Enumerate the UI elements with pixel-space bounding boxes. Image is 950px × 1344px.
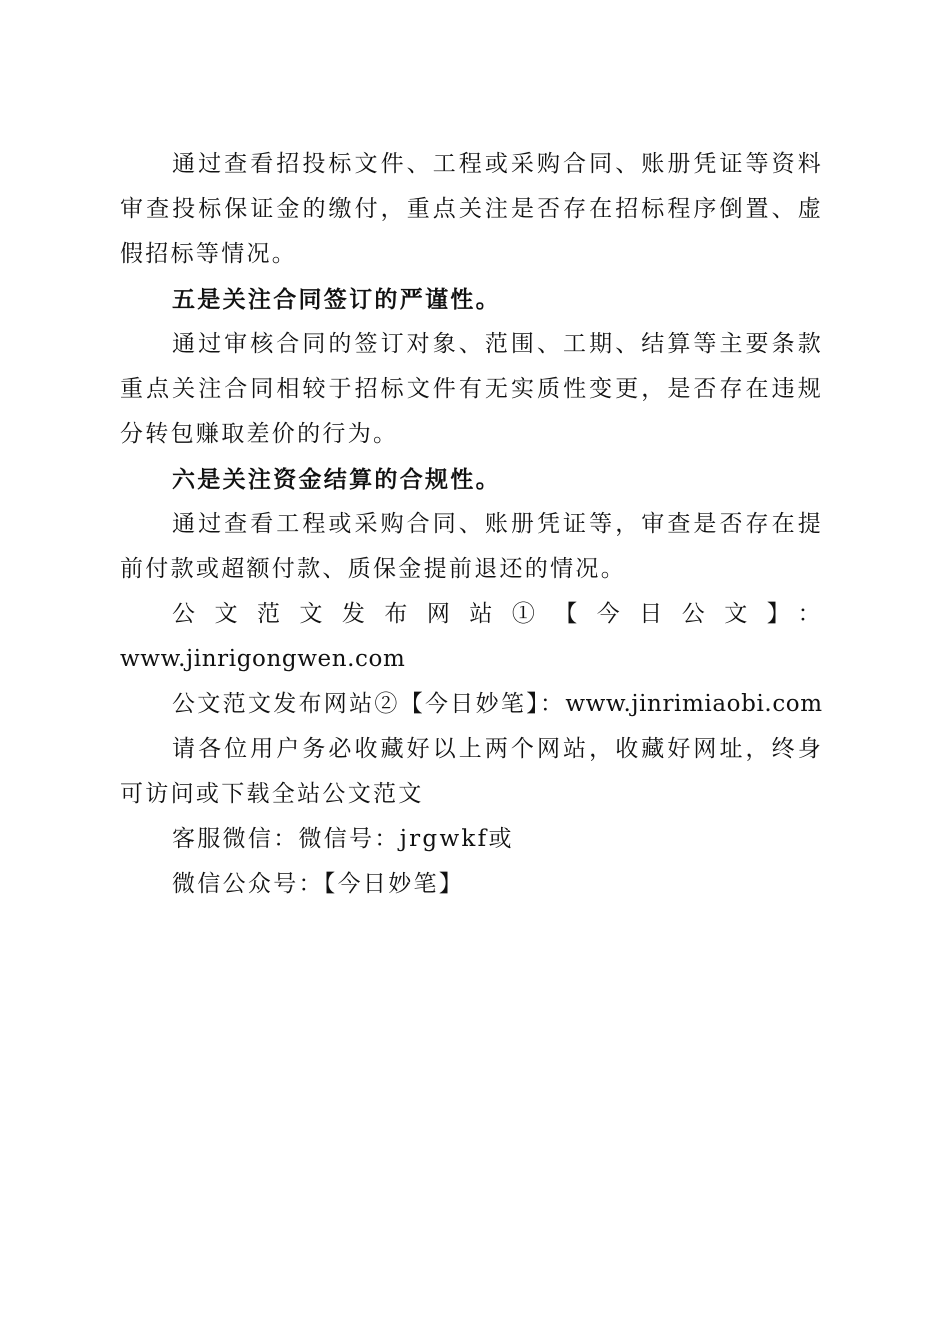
footer-service: 客服微信：微信号：jrgwkf或 bbox=[172, 826, 514, 852]
heading-contract-signing: 五是关注合同签订的严谨性。 bbox=[172, 286, 501, 313]
site2-label: 公文范文发布网站②【今日妙笔】： bbox=[172, 691, 566, 717]
paragraph-bid-deposit: 通过查看招投标文件、工程或采购合同、账册凭证等资料审查投标保证金的缴付，重点关注是否存在招标程序倒置、虚假招标等情况。 bbox=[120, 151, 823, 267]
footer-site-1 bbox=[120, 592, 823, 682]
heading-fund-settlement: 六是关注资金结算的合规性。 bbox=[172, 466, 501, 493]
footer-site-2 bbox=[120, 682, 823, 727]
footer-official-account: 微信公众号：【今日妙笔】 bbox=[172, 871, 465, 897]
footer-notice: 请各位用户务必收藏好以上两个网站，收藏好网址，终身可访问或下载全站公文范文 bbox=[120, 736, 823, 807]
site1-label: 公文范文发布网站①【今日公文】： bbox=[172, 601, 823, 627]
paragraph-payment-check: 通过查看工程或采购合同、账册凭证等，审查是否存在提前付款或超额付款、质保金提前退还的情况。 bbox=[120, 511, 823, 582]
site1-url[interactable]: www.jinrigongwen.com bbox=[120, 646, 406, 672]
paragraph-contract-review: 通过审核合同的签订对象、范围、工期、结算等主要条款重点关注合同相较于招标文件有无实质性变更，是否存在违规分转包赚取差价的行为。 bbox=[120, 331, 823, 447]
site2-url[interactable]: www.jinrimiaobi.com bbox=[565, 691, 823, 717]
document-body bbox=[120, 142, 823, 907]
